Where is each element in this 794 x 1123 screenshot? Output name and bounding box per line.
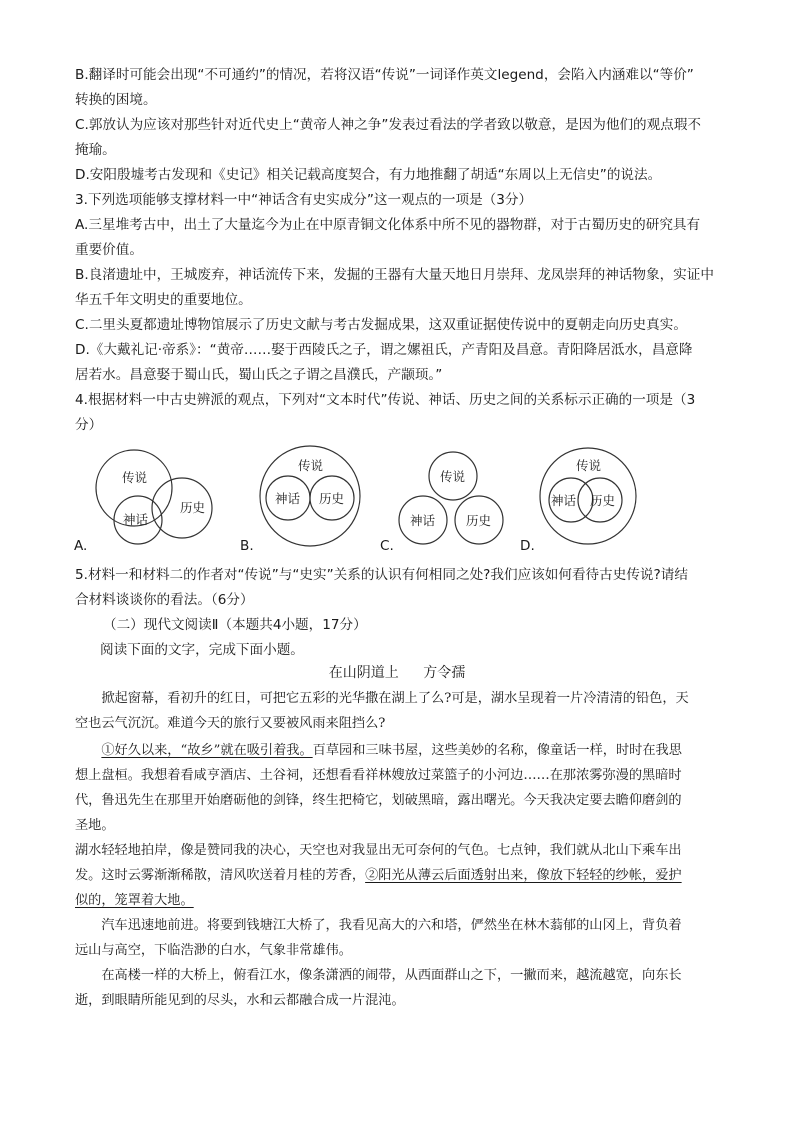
diagram-b (258, 448, 368, 552)
label-history: 历史 (180, 500, 206, 515)
marked-sentence-2: ②阳光从薄云后面透射出来，像放下轻轻的纱帐，爱护 (365, 868, 682, 883)
label-myth: 神话 (551, 493, 577, 508)
essay-line: 远山与高空，下临浩渺的白水，气象非常雄伟。 (75, 943, 352, 958)
essay-line: 发。这时云雾渐渐稀散，清风吹送着月桂的芳香，②阳光从薄云后面透射出来，像放下轻轻的纱帐，爱护 (75, 868, 682, 883)
label-legend: 传说 (298, 458, 324, 473)
marked-sentence-1: ①好久以来，“故乡”就在吸引着我。 (101, 743, 313, 758)
diagram-d (538, 448, 648, 552)
text-line: B.翻译时可能会出现“不可通约”的情况，若将汉语“传说”一词译作英文legend，会陷入内涵难以“等价” (75, 67, 694, 83)
text-line: C.郭放认为应该对那些针对近代史上“黄帝人神之争”发表过看法的学者致以敬意，是因为他们的观点瑕不 (75, 117, 702, 133)
text-line: D.安阳殷墟考古发现和《史记》相关记载高度契合，有力地推翻了胡适“东周以上无信史”的说法。 (75, 167, 662, 183)
text-line: 居若水。昌意娶于蜀山氏，蜀山氏之子谓之昌濮氏，产颛顼。” (75, 367, 443, 383)
essay-line: ①好久以来，“故乡”就在吸引着我。百草园和三味书屋，这些美妙的名称，像童话一样，时时在我思 (101, 743, 682, 758)
text-line: 转换的困境。 (75, 92, 157, 108)
essay-line: 汽车迅速地前进。将要到钱塘江大桥了，我看见高大的六和塔，俨然坐在林木蓊郁的山冈上，背负着 (75, 918, 682, 933)
label-myth: 神话 (123, 512, 149, 527)
label-legend: 传说 (576, 458, 602, 473)
option-3b: B.良渚遗址中，王城废弃，神话流传下来，发掘的王器有大量天地日月崇拜、龙凤崇拜的神话物象，实证中 (75, 267, 714, 283)
essay-line: 在高楼一样的大桥上，俯看江水，像条潇洒的闹带，从西面群山之下，一撇而来，越流越宽，向东长 (75, 968, 682, 983)
label-history: 历史 (319, 491, 345, 506)
question-4: 4.根据材料一中古史辨派的观点，下列对“文本时代”传说、神话、历史之间的关系标示正确的一项是（3 (75, 392, 696, 408)
instruction: 阅读下面的文字，完成下面小题。 (100, 642, 304, 658)
text-line: 掩瑜。 (75, 142, 116, 158)
label-legend: 传说 (122, 470, 148, 485)
option-b-label: B. (240, 538, 254, 554)
option-3c: C.二里头夏都遗址博物馆展示了历史文献与考古发掘成果，这双重证据使传说中的夏朝走向历史真实。 (75, 317, 687, 333)
essay-line: 逝，到眼睛所能见到的尽头，水和云都融合成一片混沌。 (75, 993, 405, 1008)
label-history: 历史 (590, 493, 616, 508)
text-line: 分） (75, 417, 103, 433)
essay-line: 湖水轻轻地拍岸，像是赞同我的决心，天空也对我显出无可奈何的气色。七点钟，我们就从北山下乘车出 (75, 843, 682, 858)
label-history: 历史 (466, 513, 492, 528)
label-legend: 传说 (440, 469, 466, 484)
text-line: 重要价值。 (75, 242, 143, 258)
label-myth: 神话 (410, 513, 436, 528)
option-a-label: A. (74, 538, 88, 554)
diagram-a (92, 448, 222, 552)
essay-line: 想上盘桓。我想着看咸亨酒店、土谷祠，还想看看祥林嫂放过菜篮子的小河边……在那浓雾弥漫的黑暗时 (75, 768, 682, 783)
essay-title: 在山阴道上 (328, 665, 399, 681)
essay-line: 圣地。 (75, 818, 115, 833)
essay-line (75, 892, 735, 910)
option-3a: A.三星堆考古中，出土了大量迄今为止在中原青铜文化体系中所不见的器物群，对于古蜀历史的研究具有 (75, 217, 701, 233)
essay-line: 掀起窗幕，看初升的红日，可把它五彩的光华撒在湖上了么?可是，湖水呈现着一片冷清清的铅色，天 (75, 691, 689, 706)
question-3: 3.下列选项能够支撑材料一中“神话含有史实成分”这一观点的一项是（3分） (75, 192, 533, 208)
text-line: 华五千年文明史的重要地位。 (75, 292, 252, 308)
marked-sentence-2-end: 似的，笼罩着大地。 (75, 893, 194, 908)
essay-line: 空也云气沉沉。难道今天的旅行又要被风雨来阻挡么? (75, 716, 386, 731)
essay-title-line (0, 662, 794, 682)
essay-line: 代，鲁迅先生在那里开始磨砺他的剑锋，终生把椅它，划破黑暗，露出曙光。今天我决定要去瞻仰磨剑的 (75, 793, 682, 808)
option-d-label: D. (520, 538, 535, 554)
essay-author: 方令孺 (423, 665, 466, 681)
text-line: 合材料谈谈你的看法。（6分） (75, 592, 254, 608)
question-5: 5.材料一和材料二的作者对“传说”与“史实”关系的认识有何相同之处?我们应该如何看待古史传说?请结 (75, 567, 688, 583)
section-heading: （二）现代文阅读Ⅱ（本题共4小题，17分） (103, 617, 367, 633)
label-myth: 神话 (275, 491, 301, 506)
option-3d: D.《大戴礼记·帝系》：“黄帝……娶于西陵氏之子，谓之嫘祖氏，产青阳及昌意。青阳降居泜水，昌意降 (75, 342, 693, 358)
option-c-label: C. (380, 538, 394, 554)
diagram-c (398, 448, 508, 552)
